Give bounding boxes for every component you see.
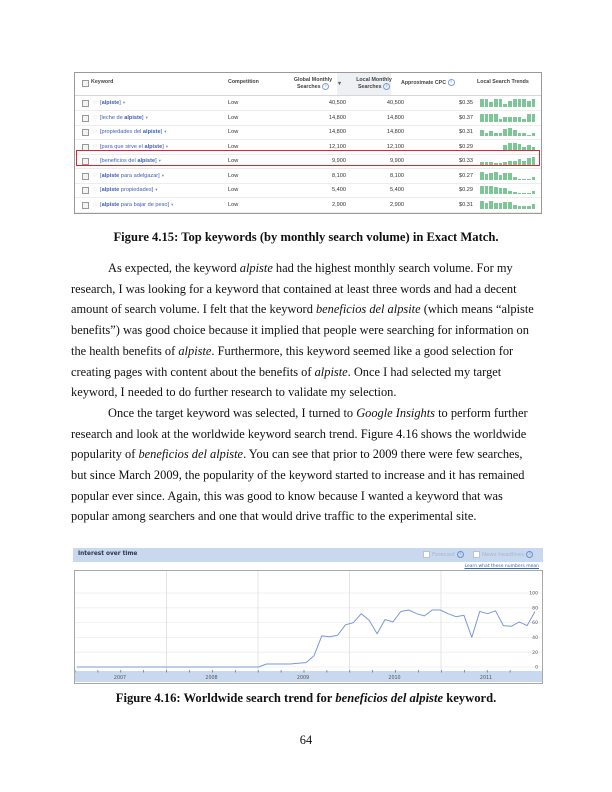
row-checkbox[interactable] <box>82 115 89 122</box>
trend-bar <box>480 114 484 122</box>
chevron-down-icon[interactable]: ▾ <box>161 172 164 178</box>
y-tick-label: 0 <box>535 665 538 671</box>
trend-bar <box>513 130 517 136</box>
trend-bar <box>518 206 522 209</box>
trend-bar <box>503 173 507 180</box>
header-competition[interactable]: Competition <box>228 79 259 85</box>
cpc-cell: $0.37 <box>459 114 473 121</box>
trend-bar <box>513 177 517 180</box>
star-icon[interactable]: ☆ <box>92 186 98 193</box>
header-local-search-trends: Local Search Trends <box>477 79 529 85</box>
trend-bar <box>508 117 512 122</box>
x-tick-label: 2008 <box>205 676 218 681</box>
cpc-cell: $0.33 <box>459 158 473 164</box>
header-local-monthly[interactable] <box>349 77 399 90</box>
trend-bar <box>480 201 484 209</box>
keyword-link[interactable]: [leche de alpiste] ▾ <box>100 114 148 121</box>
trend-bar <box>508 128 512 136</box>
trend-bar <box>489 173 493 180</box>
competition-cell: Low <box>228 114 239 121</box>
trend-bar <box>485 133 489 136</box>
trend-bar <box>494 133 498 136</box>
learn-numbers-link[interactable]: Learn what these numbers mean <box>464 564 539 569</box>
trend-bar <box>480 172 484 180</box>
line-chart <box>75 571 542 683</box>
star-icon[interactable]: ☆ <box>92 157 98 164</box>
trend-bar <box>518 179 522 180</box>
trend-bar <box>527 179 531 180</box>
trend-bar <box>485 174 489 180</box>
trend-bar <box>480 186 484 194</box>
trend-bar <box>499 119 503 122</box>
local-searches-cell: 9,900 <box>390 158 404 164</box>
row-checkbox[interactable] <box>82 100 89 107</box>
trend-bar <box>503 188 507 194</box>
trend-bar <box>518 193 522 194</box>
trend-bar <box>522 206 526 209</box>
forecast-option[interactable] <box>423 551 464 558</box>
body-text <box>71 258 539 527</box>
global-searches-cell: 40,500 <box>328 100 346 106</box>
trend-bar <box>489 114 493 122</box>
select-all-checkbox[interactable] <box>82 80 89 87</box>
trend-bar <box>532 99 536 107</box>
trend-bar <box>499 203 503 209</box>
trend-bar <box>494 99 498 107</box>
help-icon[interactable]: ? <box>322 83 329 90</box>
trend-bar <box>522 119 526 122</box>
competition-cell: Low <box>228 129 239 135</box>
competition-cell: Low <box>228 172 239 179</box>
header-global-monthly[interactable] <box>288 77 338 90</box>
trend-sparkbars <box>480 99 536 107</box>
help-icon[interactable]: ? <box>526 551 533 558</box>
table-header <box>75 73 541 96</box>
cpc-cell: $0.27 <box>459 172 473 179</box>
trend-line <box>77 610 535 667</box>
row-checkbox[interactable] <box>82 187 89 194</box>
sort-desc-icon[interactable]: ▾ <box>338 81 342 87</box>
x-tick-label: 2010 <box>388 676 401 681</box>
trend-bar <box>485 186 489 194</box>
paragraph-1: As expected, the keyword alpiste had the highest monthly search volume. For my research, I was looking for a keyword that contained at least three words and had a decent amount of search volume. I felt that the keyword beneficios del alpsite (which means “alpiste benefits”) was good choice because it implied that people were searching for information on the health benefits of alpiste. Furthermore, this keyword seemed like a good selection for creating pages with content about the benefits of alpiste. Once I had selected my target keyword, I needed to do further research to validate my selection. <box>71 261 534 400</box>
keyword-link[interactable]: [para que sirve el alpiste] ▾ <box>100 143 169 150</box>
trend-bar <box>485 114 489 122</box>
trend-bar <box>518 117 522 122</box>
trend-bar <box>513 192 517 194</box>
y-tick-label: 60 <box>532 621 538 627</box>
trend-bar <box>522 99 526 107</box>
trend-bar <box>527 206 531 209</box>
row-checkbox[interactable] <box>82 173 89 180</box>
trend-bar <box>499 188 503 194</box>
cpc-cell: $0.29 <box>459 143 473 150</box>
x-tick-label: 2007 <box>113 676 127 681</box>
competition-cell: Low <box>228 100 239 106</box>
global-searches-cell: 9,900 <box>332 158 346 164</box>
trend-bar <box>503 202 507 209</box>
y-tick-label: 40 <box>532 636 538 641</box>
keyword-link[interactable]: [alpiste propiedades] ▾ <box>100 187 158 193</box>
trend-bar <box>532 204 536 209</box>
star-icon[interactable]: ☆ <box>92 142 98 150</box>
star-icon[interactable]: ☆ <box>92 171 98 179</box>
forecast-label: Forecast <box>432 551 455 558</box>
header-local-monthly-line1: Local Monthly <box>356 77 392 83</box>
figure-4-16-caption: Figure 4.16: Worldwide search trend for beneficios del alpiste keyword. <box>115 691 497 705</box>
trend-bar <box>532 114 536 122</box>
y-tick-label: 100 <box>529 591 538 597</box>
global-searches-cell: 12,100 <box>328 143 346 150</box>
trend-bar <box>489 131 493 136</box>
star-icon[interactable]: ☆ <box>92 128 98 135</box>
trend-bar <box>503 104 507 107</box>
chevron-down-icon[interactable]: ▾ <box>171 201 174 207</box>
local-searches-cell: 2,900 <box>390 201 404 208</box>
keyword-link[interactable]: [beneficios del alpiste] ▾ <box>100 158 161 164</box>
star-icon[interactable]: ☆ <box>92 200 98 208</box>
competition-cell: Low <box>228 201 239 208</box>
table-row <box>75 169 541 184</box>
table-row <box>75 111 541 126</box>
trend-bar <box>518 99 522 107</box>
news-headlines-option[interactable] <box>473 551 533 558</box>
interest-over-time-chart <box>73 548 543 684</box>
global-searches-cell: 5,400 <box>332 187 346 193</box>
chart-title: Interest over time <box>78 551 138 557</box>
cpc-cell: $0.29 <box>459 187 473 193</box>
global-searches-cell: 2,900 <box>332 201 346 208</box>
trend-bar <box>508 202 512 209</box>
local-searches-cell: 14,800 <box>386 114 404 121</box>
global-searches-cell: 14,800 <box>328 129 346 135</box>
header-local-monthly-line2: Searches <box>357 83 382 90</box>
row-checkbox[interactable] <box>82 202 89 209</box>
table-row <box>75 125 541 140</box>
trend-bar <box>494 187 498 194</box>
trend-bar <box>513 205 517 209</box>
header-approx-cpc[interactable] <box>401 79 455 86</box>
header-global-monthly-line2: Searches <box>296 83 321 90</box>
trend-bar <box>480 130 484 136</box>
x-tick-label: 2011 <box>479 676 493 681</box>
chevron-down-icon[interactable]: ▾ <box>158 158 161 163</box>
paragraph-2: Once the target keyword was selected, I turned to Google Insights to perform further research and look at the worldwide keyword search trend. Figure 4.16 shows the worldwide popularity of beneficios del alpiste. You can see that prior to 2009 there were few searches, but since March 2009, the popularity of the keyword started to increase and it has remained popular ever since. Again, this was good to know because I wanted a keyword that was popular among searchers and one that would drive traffic to the experimental site. <box>71 405 528 524</box>
forecast-checkbox[interactable] <box>423 551 430 558</box>
trend-bar <box>508 173 512 180</box>
cpc-cell: $0.35 <box>459 100 473 106</box>
header-keyword[interactable]: Keyword <box>91 79 114 85</box>
trend-bar <box>532 191 536 194</box>
keyword-link[interactable]: [alpiste para bajar de peso] ▾ <box>100 201 174 208</box>
keyword-link[interactable]: [alpiste para adelgazar] ▾ <box>100 172 164 179</box>
help-icon[interactable]: ? <box>448 79 455 86</box>
trend-bar <box>532 177 536 180</box>
trend-bar <box>485 203 489 209</box>
trend-bar <box>522 179 526 180</box>
trend-sparkbars <box>480 186 536 194</box>
y-tick-label: 80 <box>532 606 538 612</box>
trend-bar <box>494 172 498 180</box>
news-headlines-checkbox[interactable] <box>473 551 480 558</box>
header-global-monthly-line1: Global Monthly <box>293 77 333 83</box>
trend-bar <box>489 186 493 194</box>
global-searches-cell: 14,800 <box>328 114 346 121</box>
row-checkbox[interactable] <box>82 129 89 136</box>
trend-bar <box>532 133 536 136</box>
local-searches-cell: 8,100 <box>390 172 404 179</box>
trend-bar <box>527 135 531 136</box>
keyword-link[interactable]: [alpiste] ▾ <box>100 100 126 106</box>
cpc-cell: $0.31 <box>459 129 473 135</box>
trend-bar <box>508 191 512 194</box>
trend-bar <box>499 99 503 107</box>
trend-bar <box>503 129 507 136</box>
local-searches-cell: 40,500 <box>386 100 404 106</box>
trend-sparkbars <box>480 114 536 122</box>
page-number: 64 <box>299 733 313 747</box>
keyword-link[interactable]: [propiedades del alpiste] ▾ <box>100 129 167 135</box>
highlighted-row-outline <box>76 150 540 166</box>
local-searches-cell: 12,100 <box>386 143 404 150</box>
table-row <box>75 183 541 198</box>
trend-sparkbars <box>480 172 536 180</box>
trend-bar <box>527 101 531 107</box>
trend-bar <box>527 193 531 194</box>
chevron-down-icon[interactable]: ▾ <box>145 114 148 120</box>
figure-4-15-caption: Figure 4.15: Top keywords (by monthly search volume) in Exact Match. <box>113 230 499 244</box>
competition-cell: Low <box>228 187 239 193</box>
local-searches-cell: 5,400 <box>390 187 404 193</box>
keyword-table <box>74 72 542 214</box>
trend-bar <box>499 175 503 180</box>
trend-bar <box>518 133 522 136</box>
competition-cell: Low <box>228 143 239 150</box>
header-approx-cpc-label: Approximate CPC <box>401 79 447 86</box>
cpc-cell: $0.31 <box>459 201 473 208</box>
trend-bar <box>494 203 498 209</box>
chevron-down-icon[interactable]: ▾ <box>165 143 169 149</box>
x-tick-label: 2009 <box>296 676 310 681</box>
trend-bar <box>480 99 484 107</box>
trend-bar <box>522 133 526 136</box>
star-icon[interactable]: ☆ <box>92 99 98 106</box>
trend-bar <box>494 114 498 122</box>
competition-cell: Low <box>228 158 239 164</box>
chevron-down-icon[interactable]: ▾ <box>122 100 126 105</box>
trend-bar <box>485 99 489 107</box>
table-row <box>75 96 541 111</box>
news-headlines-label: News headlines <box>482 551 525 558</box>
y-tick-label: 20 <box>532 650 538 656</box>
trend-bar <box>527 114 531 122</box>
trend-bar <box>513 117 517 122</box>
trend-bar <box>499 133 503 136</box>
trend-bar <box>522 193 526 194</box>
chevron-down-icon[interactable]: ▾ <box>155 187 158 192</box>
table-row <box>75 198 541 213</box>
chart-header-bar <box>73 548 543 562</box>
trend-bar <box>503 117 507 122</box>
help-icon[interactable]: ? <box>383 83 390 90</box>
star-icon[interactable]: ☆ <box>92 113 98 121</box>
local-searches-cell: 14,800 <box>386 129 404 135</box>
trend-bar <box>513 99 517 107</box>
help-icon[interactable]: ? <box>457 551 464 558</box>
chart-plot-area <box>74 570 543 684</box>
trend-bar <box>489 102 493 107</box>
trend-sparkbars <box>480 201 536 209</box>
trend-bar <box>508 101 512 107</box>
global-searches-cell: 8,100 <box>332 172 346 179</box>
trend-sparkbars <box>480 128 536 136</box>
chevron-down-icon[interactable]: ▾ <box>164 129 167 134</box>
trend-bar <box>489 201 493 209</box>
